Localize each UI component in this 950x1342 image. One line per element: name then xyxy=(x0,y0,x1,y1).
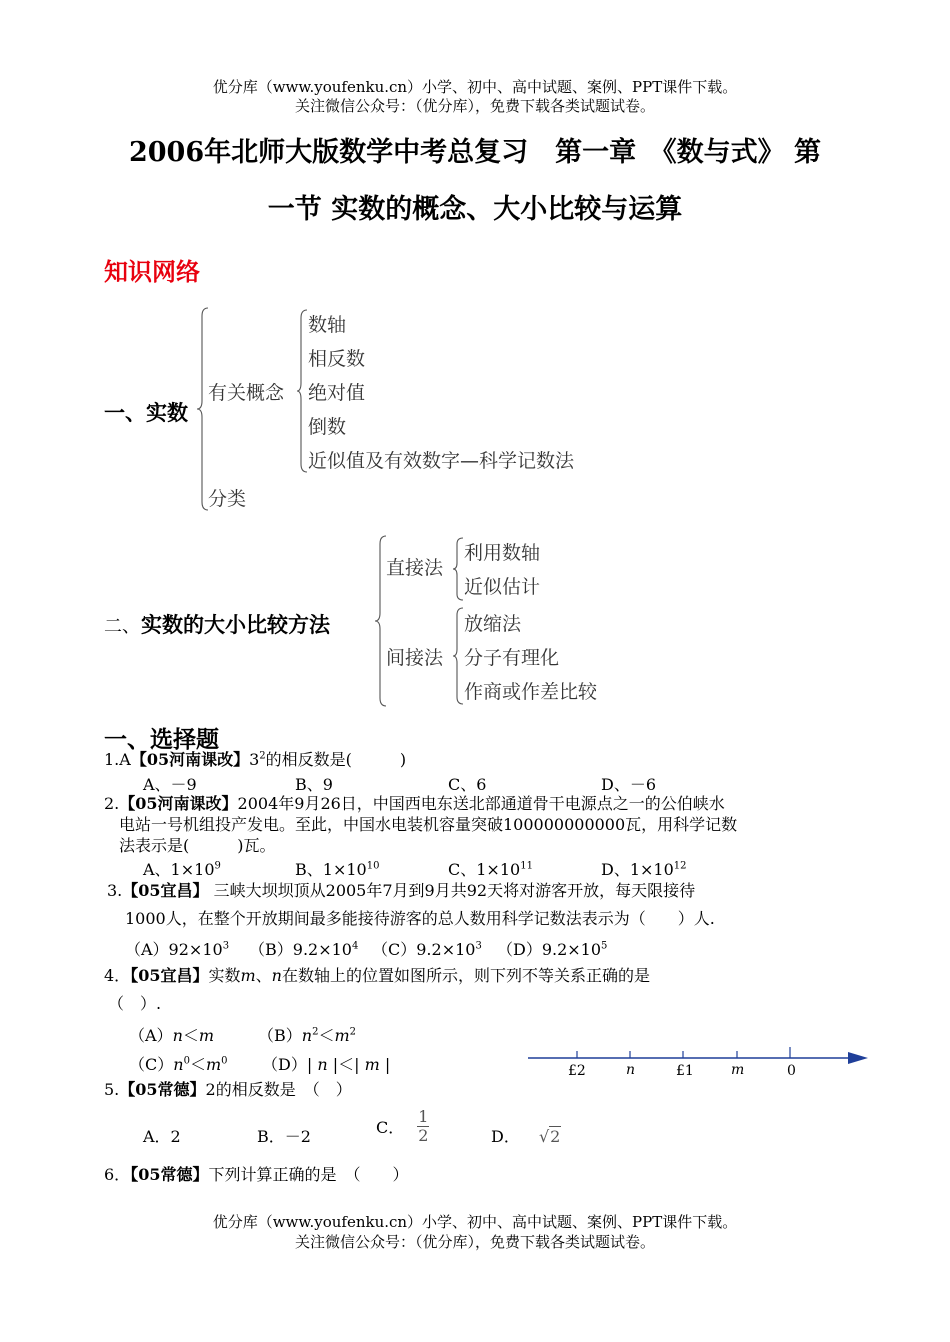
q4-option-c: $(C)n^0<m^0$ xyxy=(129,1055,228,1074)
q4-line-2: （ ）. xyxy=(108,994,162,1013)
tree2-brace-direct xyxy=(452,536,464,602)
tree2-direct-item-2: 近似估计 xyxy=(464,576,541,598)
q5-fraction: $\frac{1}{2}$ xyxy=(418,1107,429,1145)
q5-option-d: D． √2 xyxy=(491,1127,561,1146)
q5-option-b: B．－2 xyxy=(257,1127,311,1146)
q4-option-a: （A）n＜m xyxy=(129,1026,215,1045)
q2-line-2: 电站一号机组投产发电。至此，中国水电装机容量突破100000000000瓦，用科学记数 xyxy=(119,815,738,834)
tree1-item-4: 倒数 xyxy=(308,416,347,438)
q4-option-b: $(B)n^2<m^2$ xyxy=(258,1026,357,1045)
page-title-line-2: 一节 实数的概念、大小比较与运算 xyxy=(267,194,683,225)
axis-label-minus-2: £2 xyxy=(568,1063,586,1079)
q1-number: 1.A xyxy=(104,750,131,769)
tree1-brace-outer xyxy=(196,306,210,512)
tree2-indirect-item-2: 分子有理化 xyxy=(464,647,560,669)
tree1-item-3: 绝对值 xyxy=(308,382,366,404)
q5-text: 2的相反数是 （ ） xyxy=(205,1080,352,1099)
q2-line-3: 法表示是( )瓦。 xyxy=(119,836,276,855)
q6-source: 【05常德】 xyxy=(130,1165,209,1184)
q3-option-d: $(D)9.2\times 10^5$ xyxy=(497,940,608,959)
question-1 xyxy=(104,750,406,770)
q2-option-c: C、$1\times 10^{11}$ xyxy=(448,860,533,879)
tree1-branch-concepts: 有关概念 xyxy=(208,382,285,404)
section-heading-network: 知识网络 xyxy=(104,258,200,286)
q4-number: 4． xyxy=(104,966,131,985)
page-title-line-1: 2006年北师大版数学中考总复习 第一章 《数与式》 第 xyxy=(128,137,822,168)
q2-option-b: B、$1\times 10^{10}$ xyxy=(295,860,380,879)
q5-number: 5. xyxy=(104,1080,120,1099)
q2-source: 【05河南课改】 xyxy=(119,794,238,813)
q3-option-a: $(A)92\times 10^3$ xyxy=(125,940,230,959)
tree1-branch-classification: 分类 xyxy=(208,488,247,510)
axis-label-n: n xyxy=(626,1062,636,1078)
q1-option-d: D、－6 xyxy=(601,775,657,794)
tree1-root: 一、实数 xyxy=(104,401,188,425)
q6-number: 6． xyxy=(104,1165,131,1184)
tree2-indirect-item-3: 作商或作差比较 xyxy=(464,681,598,703)
tree2-root: 实数的大小比较方法 xyxy=(141,613,330,637)
q3-option-c: $(C)9.2\times 10^3$ xyxy=(372,940,482,959)
q4-option-d: （D）| n |＜| m | xyxy=(262,1055,391,1074)
q3-option-b: $(B)9.2\times 10^4$ xyxy=(249,940,359,959)
tree1-item-2: 相反数 xyxy=(308,348,366,370)
question-4: 4．【05宜昌】实数m、n在数轴上的位置如图所示，则下列不等关系正确的是 xyxy=(104,966,650,985)
section-heading-choice: 一、选择题 xyxy=(104,727,219,753)
q3-source: 【05宜昌】 xyxy=(122,881,209,900)
q1-exponent: 2 xyxy=(259,750,266,762)
q2-option-d: D、$1\times 10^{12}$ xyxy=(601,860,687,879)
tree1-item-5: 近似值及有效数字—科学记数法 xyxy=(308,450,575,472)
question-6 xyxy=(104,1165,408,1185)
axis-label-m: m xyxy=(731,1062,745,1078)
header-line-1: 优分库（www.youfenku.cn）小学、初中、高中试题、案例、PPT课件下载。 xyxy=(212,78,738,96)
q6-text: 下列计算正确的是 （ ） xyxy=(208,1165,409,1184)
q1-option-a: A、－9 xyxy=(143,775,197,794)
q5-option-c: C． $\frac{1}{2}$ xyxy=(376,1107,429,1145)
q1-text: 的相反数是( ) xyxy=(265,750,407,769)
q2-option-a: A、$1\times 10^9$ xyxy=(143,860,221,879)
q3-number: 3. xyxy=(107,881,123,900)
question-3 xyxy=(107,881,695,901)
tree2-indirect-item-1: 放缩法 xyxy=(464,613,522,635)
question-5 xyxy=(104,1080,352,1100)
header-line-2: 关注微信公众号：（优分库），免费下载各类试题试卷。 xyxy=(294,97,655,115)
q2-number: 2. xyxy=(104,794,120,813)
q3-line-1: 三峡大坝坝顶从2005年7月到9月共92天将对游客开放，每天限接待 xyxy=(208,881,696,900)
axis-label-zero: 0 xyxy=(787,1063,796,1079)
axis-label-minus-1: £1 xyxy=(676,1063,694,1079)
footer-line-2: 关注微信公众号：（优分库），免费下载各类试题试卷。 xyxy=(294,1233,655,1251)
tree1-brace-concepts xyxy=(296,308,308,474)
tree2-brace-indirect xyxy=(452,606,464,706)
question-2 xyxy=(104,794,725,814)
tree2-branch-direct: 直接法 xyxy=(386,557,444,579)
q4-source: 【05宜昌】 xyxy=(130,966,209,985)
tree2-root-prefix: 二、 xyxy=(104,616,140,637)
q5-source: 【05常德】 xyxy=(119,1080,206,1099)
q5-sqrt: √2 xyxy=(538,1127,561,1146)
q5-option-a: A．2 xyxy=(143,1127,181,1146)
tree1-item-1: 数轴 xyxy=(308,314,347,336)
tree2-direct-item-1: 利用数轴 xyxy=(464,542,541,564)
q3-line-2: 1000人，在整个开放期间最多能接待游客的总人数用科学记数法表示为（ ）人. xyxy=(125,909,715,928)
arrow-icon xyxy=(848,1052,868,1064)
q2-line-1: 2004年9月26日，中国西电东送北部通道骨干电源点之一的公伯峡水 xyxy=(237,794,725,813)
tree2-branch-indirect: 间接法 xyxy=(386,647,444,669)
q1-source: 【05河南课改】 xyxy=(130,750,250,769)
q1-option-b: B、9 xyxy=(295,775,333,794)
q1-base: 3 xyxy=(249,750,260,769)
footer-line-1: 优分库（www.youfenku.cn）小学、初中、高中试题、案例、PPT课件下载。 xyxy=(212,1213,738,1231)
q1-option-c: C、6 xyxy=(448,775,487,794)
